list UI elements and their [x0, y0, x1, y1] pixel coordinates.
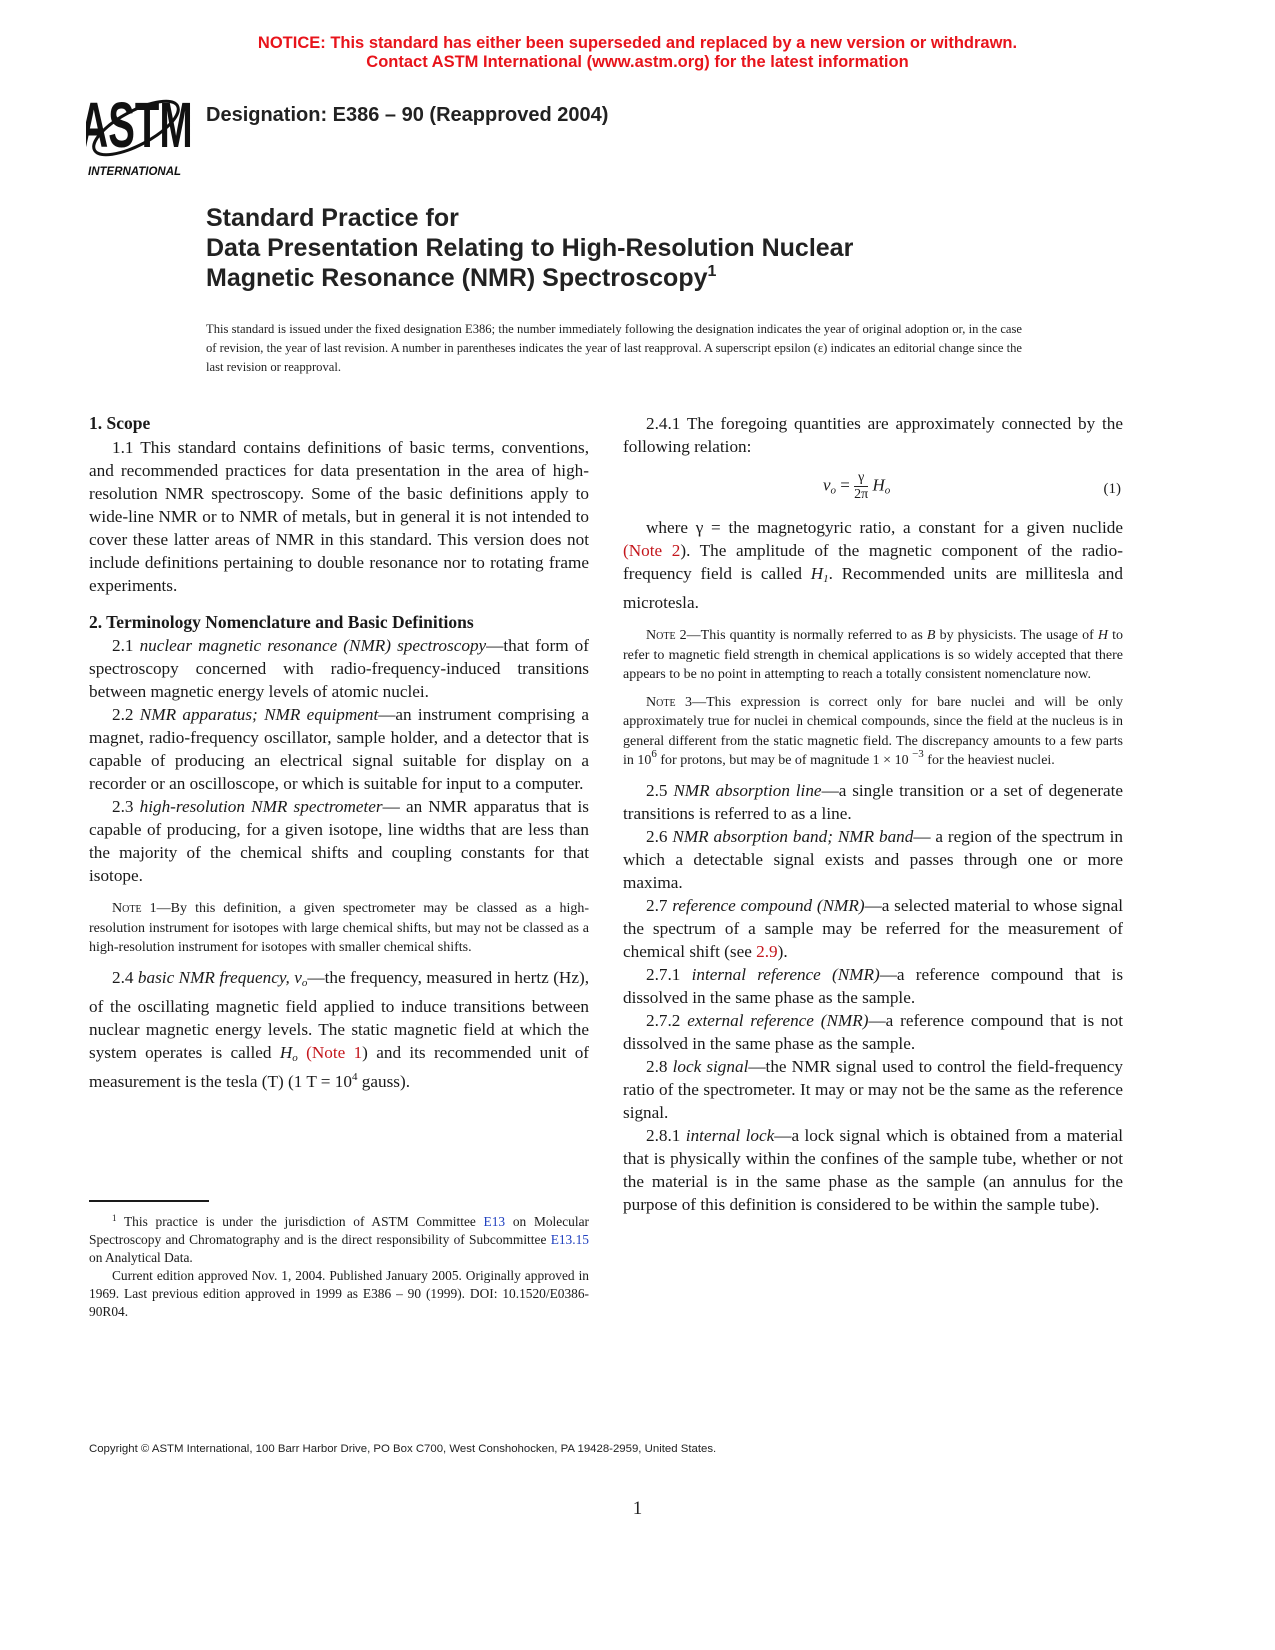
document-title — [206, 203, 1106, 293]
astm-logo-icon — [86, 86, 206, 182]
term: internal lock — [685, 1125, 775, 1145]
term: basic NMR frequency, ν — [137, 967, 302, 987]
term: nuclear magnetic resonance (NMR) spectroscopy — [139, 636, 487, 655]
logo-subtitle: INTERNATIONAL — [88, 166, 182, 178]
definition-2-8-1: 2.8.1 internal lock—a lock signal which is obtained from a material that is physically within the confines of the sample tube, whether or not the material is in the same phase as the sample (an annulus for the purpose of this definition is considered to be within the sample tube). — [623, 1125, 1123, 1214]
footnote-1: $^1$ This practice is under the jurisdiction of ASTM Committee E13 on Molecular Spectroscopy and Chromatography and is the direct responsibility of Subcommittee E13.15 on Analytical Data. — [89, 1213, 589, 1265]
definition-2-6: 2.6 NMR absorption band; NMR band— a region of the spectrum in which a detectable signal exists and passes through one or more maxima. — [623, 826, 1124, 892]
astm-logo — [86, 86, 206, 182]
footnote-divider — [89, 1200, 209, 1202]
title-line-1: Standard Practice for — [206, 204, 459, 232]
equation-fraction: $\frac{\gamma}{2\pi}$ — [854, 470, 869, 502]
term: lock signal — [672, 1056, 749, 1076]
footnotes — [89, 1213, 589, 1321]
left-column — [89, 412, 589, 1093]
term: internal reference (NMR) — [691, 964, 880, 984]
term: reference compound (NMR) — [672, 895, 865, 915]
equation-number: (1) — [1103, 481, 1121, 497]
edition-info: Current edition approved Nov. 1, 2004. Published January 2005. Originally approved in 1969. Last previous edition approved in 1999 as E386 – 90 (1999). DOI: 10.1520/E0386-90R04. — [89, 1268, 589, 1319]
definition-2-2: 2.2 NMR apparatus; NMR equipment—an instrument comprising a magnet, radio-frequency oscillator, sample holder, and a detector that is capable of producing an electrical signal suitable for display on a recorder or an oscilloscope, or which is suitable for input to a computer. — [89, 705, 589, 793]
notice-line-1: NOTICE: This standard has either been superseded and replaced by a new version or withdrawn. — [257, 34, 1018, 52]
superseded-notice — [0, 34, 1275, 72]
definition-2-7-1: 2.7.1 internal reference (NMR)—a reference compound that is dissolved in the same phase as the sample. — [623, 964, 1124, 1007]
copyright-line: Copyright © ASTM International, 100 Barr Harbor Drive, PO Box C700, West Conshohocken, PA 19428-2959, United States. — [89, 1443, 717, 1455]
term: NMR absorption band; NMR band — [672, 826, 914, 846]
term: NMR absorption line — [673, 780, 822, 800]
definition-2-8: 2.8 lock signal—the NMR signal used to control the field-frequency ratio of the spectrometer. It may or may not be the same as the reference signal. — [623, 1056, 1123, 1122]
equation-body: $\nu_o$ = $\frac{\gamma}{2\pi}$ $H_o$ — [823, 470, 891, 502]
term: external reference (NMR) — [687, 1010, 869, 1030]
term: high-resolution NMR spectrometer — [139, 797, 383, 816]
paragraph-2-4-1: 2.4.1 The foregoing quantities are approximately connected by the following relation: — [623, 414, 1123, 456]
subcommittee-e13-15-link[interactable]: E13.15 — [550, 1232, 589, 1247]
term: NMR apparatus; NMR equipment — [139, 705, 379, 724]
issuance-notice: This standard is issued under the fixed designation E386; the number immediately following the designation indicates the year of original adoption or, in the case of revision, the year of last revision. A number in parentheses indicates the year of last reapproval. A superscript epsilon (ε) indicates an editorial change since the last revision or reapproval. — [206, 322, 1022, 374]
definition-2-1: 2.1 nuclear magnetic resonance (NMR) spectroscopy—that form of spectroscopy concerned with radio-frequency-induced transitions between magnetic energy levels of atomic nuclei. — [89, 636, 589, 701]
note-2: Note 2—This quantity is normally referred to as B by physicists. The usage of H to refer to magnetic field strength in chemical applications is so widely accepted that there appears to be no point in attempting to reach a totally consistent nomenclature now. — [623, 628, 1124, 682]
note-3: Note 3—This expression is correct only for bare nuclei and will be only approximately true for nuclei in chemical compounds, since the field at the nucleus is in general different from the static magnetic field. The discrepancy amounts to a few parts in $10^6$ for protons, but may be of magnitude 1 × 10 $^{-3}$ for the heaviest nuclei. — [623, 694, 1123, 768]
title-line-2: Data Presentation Relating to High-Resolution Nuclear — [206, 234, 854, 262]
committee-e13-link[interactable]: E13 — [483, 1214, 506, 1229]
note-2-link[interactable]: (Note 2 — [623, 541, 681, 560]
page-number: 1 — [632, 1498, 643, 1519]
section-2-9-link[interactable]: 2.9 — [756, 941, 778, 961]
paragraph-1-1: 1.1 This standard contains definitions of basic terms, conventions, and recommended practices for data presentation in the area of high-resolution NMR spectroscopy. Some of the basic definitions apply to wide-line NMR or to NMR of metals, but in general it is not intended to cover these latter areas of NMR in this standard. This version does not include definitions pertaining to double resonance nor to rotating frame experiments. — [89, 438, 589, 595]
definition-2-5: 2.5 NMR absorption line—a single transition or a set of degenerate transitions is referred to as a line. — [623, 780, 1124, 823]
definition-2-7: 2.7 reference compound (NMR)—a selected material to whose signal the spectrum of a sample may be referred for the measurement of chemical shift (see 2.9). — [623, 895, 1123, 961]
definition-2-3: 2.3 high-resolution NMR spectrometer— an NMR apparatus that is capable of producing, for a given isotope, line widths that are less than the majority of the chemical shifts and coupling constants for that isotope. — [89, 797, 589, 885]
note-1-link[interactable]: (Note 1 — [306, 1042, 363, 1062]
equation-1 — [623, 466, 1123, 512]
logo-letters: ASTM — [86, 90, 193, 162]
designation: Designation: E386 – 90 (Reapproved 2004) — [206, 104, 609, 126]
paragraph-where: where γ = the magnetogyric ratio, a constant for a given nuclide (Note 2). The amplitude of the magnetic component of the radio-frequency field is called $H_1$. Recommended units are millitesla and microtesla. — [623, 518, 1123, 612]
title-line-3: Magnetic Resonance (NMR) Spectroscopy$^1$ — [206, 263, 717, 292]
definition-2-4: 2.4 basic NMR frequency, $\nu_o—the$ frequency, measured in hertz (Hz), of the oscillating magnetic field applied to induce transitions between nuclear magnetic energy levels. The static magnetic field at which the system operates is called $H_o$ (Note 1) and its recommended unit of measurement is the tesla (T) (1 $T = 10^4$ gauss). — [89, 967, 590, 1091]
right-column — [623, 412, 1123, 1216]
section-heading-scope: 1. Scope — [89, 413, 151, 433]
definition-2-7-2: 2.7.2 external reference (NMR)—a reference compound that is not dissolved in the same phase as the sample. — [623, 1010, 1124, 1053]
note-1: Note 1—By this definition, a given spectrometer may be classed as a high-resolution instrument for isotopes with large chemical shifts, but may not be classed as a high-resolution instrument for isotopes with smaller chemical shifts. — [89, 901, 590, 955]
notice-line-2: Contact ASTM International (www.astm.org) for the latest information — [366, 53, 909, 71]
section-heading-terminology: 2. Terminology Nomenclature and Basic Definitions — [89, 612, 474, 632]
title-footnote-mark[interactable]: 1 — [707, 263, 717, 280]
